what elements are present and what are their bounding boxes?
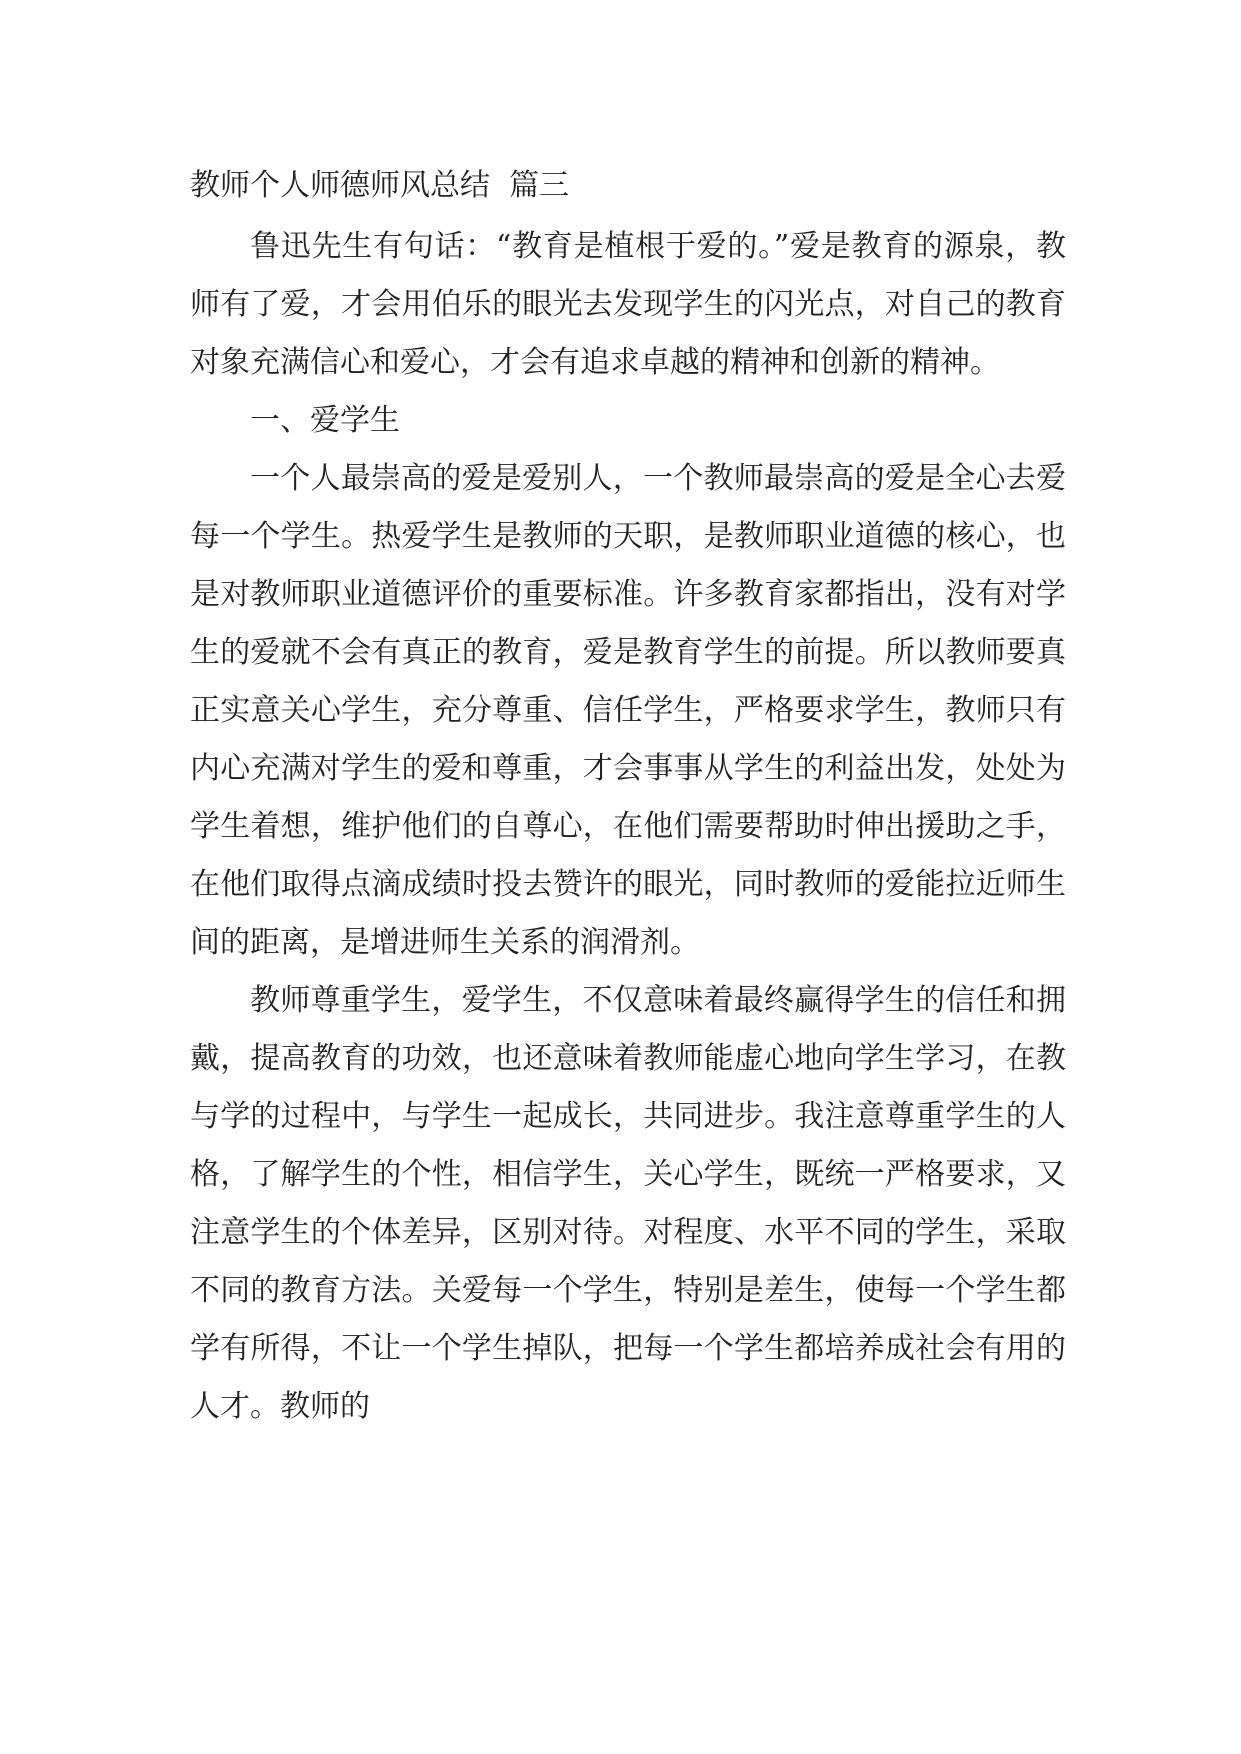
section-heading-love-students: 一、爱学生 <box>250 403 400 438</box>
paragraph-respect-students: 教师尊重学生，爱学生，不仅意味着最终赢得学生的信任和拥戴，提高教育的功效，也还意味着教师能虚心地向学生学习，在教与学的过程中，与学生一起成长，共同进步。我注意尊重学生的人格，了解学生的个性，相信学生，关心学生，既统一严格要求，又注意学生的个体差异，区别对待。对程度、水平不同的学生，采取不同的教育方法。关爱每一个学生，特别是差生，使每一个学生都学有所得，不让一个学生掉队，把每一个学生都培养成社会有用的人才。教师的 <box>190 983 1066 1424</box>
paragraph-love-students: 一个人最崇高的爱是爱别人，一个教师最崇高的爱是全心去爱每一个学生。热爱学生是教师的天职，是教师职业道德的核心，也是对教师职业道德评价的重要标准。许多教育家都指出，没有对学生的爱就不会有真正的教育，爱是教育学生的前提。所以教师要真正实意关心学生，充分尊重、信任学生，严格要求学生，教师只有内心充满对学生的爱和尊重，才会事事从学生的利益出发，处处为学生着想，维护他们的自尊心，在他们需要帮助时伸出援助之手，在他们取得点滴成绩时投去赞许的眼光，同时教师的爱能拉近师生间的距离，是增进师生关系的润滑剂。 <box>190 461 1066 960</box>
paragraph-intro: 鲁迅先生有句话：“教育是植根于爱的。”爱是教育的源泉，教师有了爱，才会用伯乐的眼光去发现学生的闪光点，对自己的教育对象充满信心和爱心，才会有追求卓越的精神和创新的精神。 <box>190 229 1066 380</box>
document-body <box>190 218 1066 1436</box>
document-title: 教师个人师德师风总结 篇三 <box>190 168 570 203</box>
